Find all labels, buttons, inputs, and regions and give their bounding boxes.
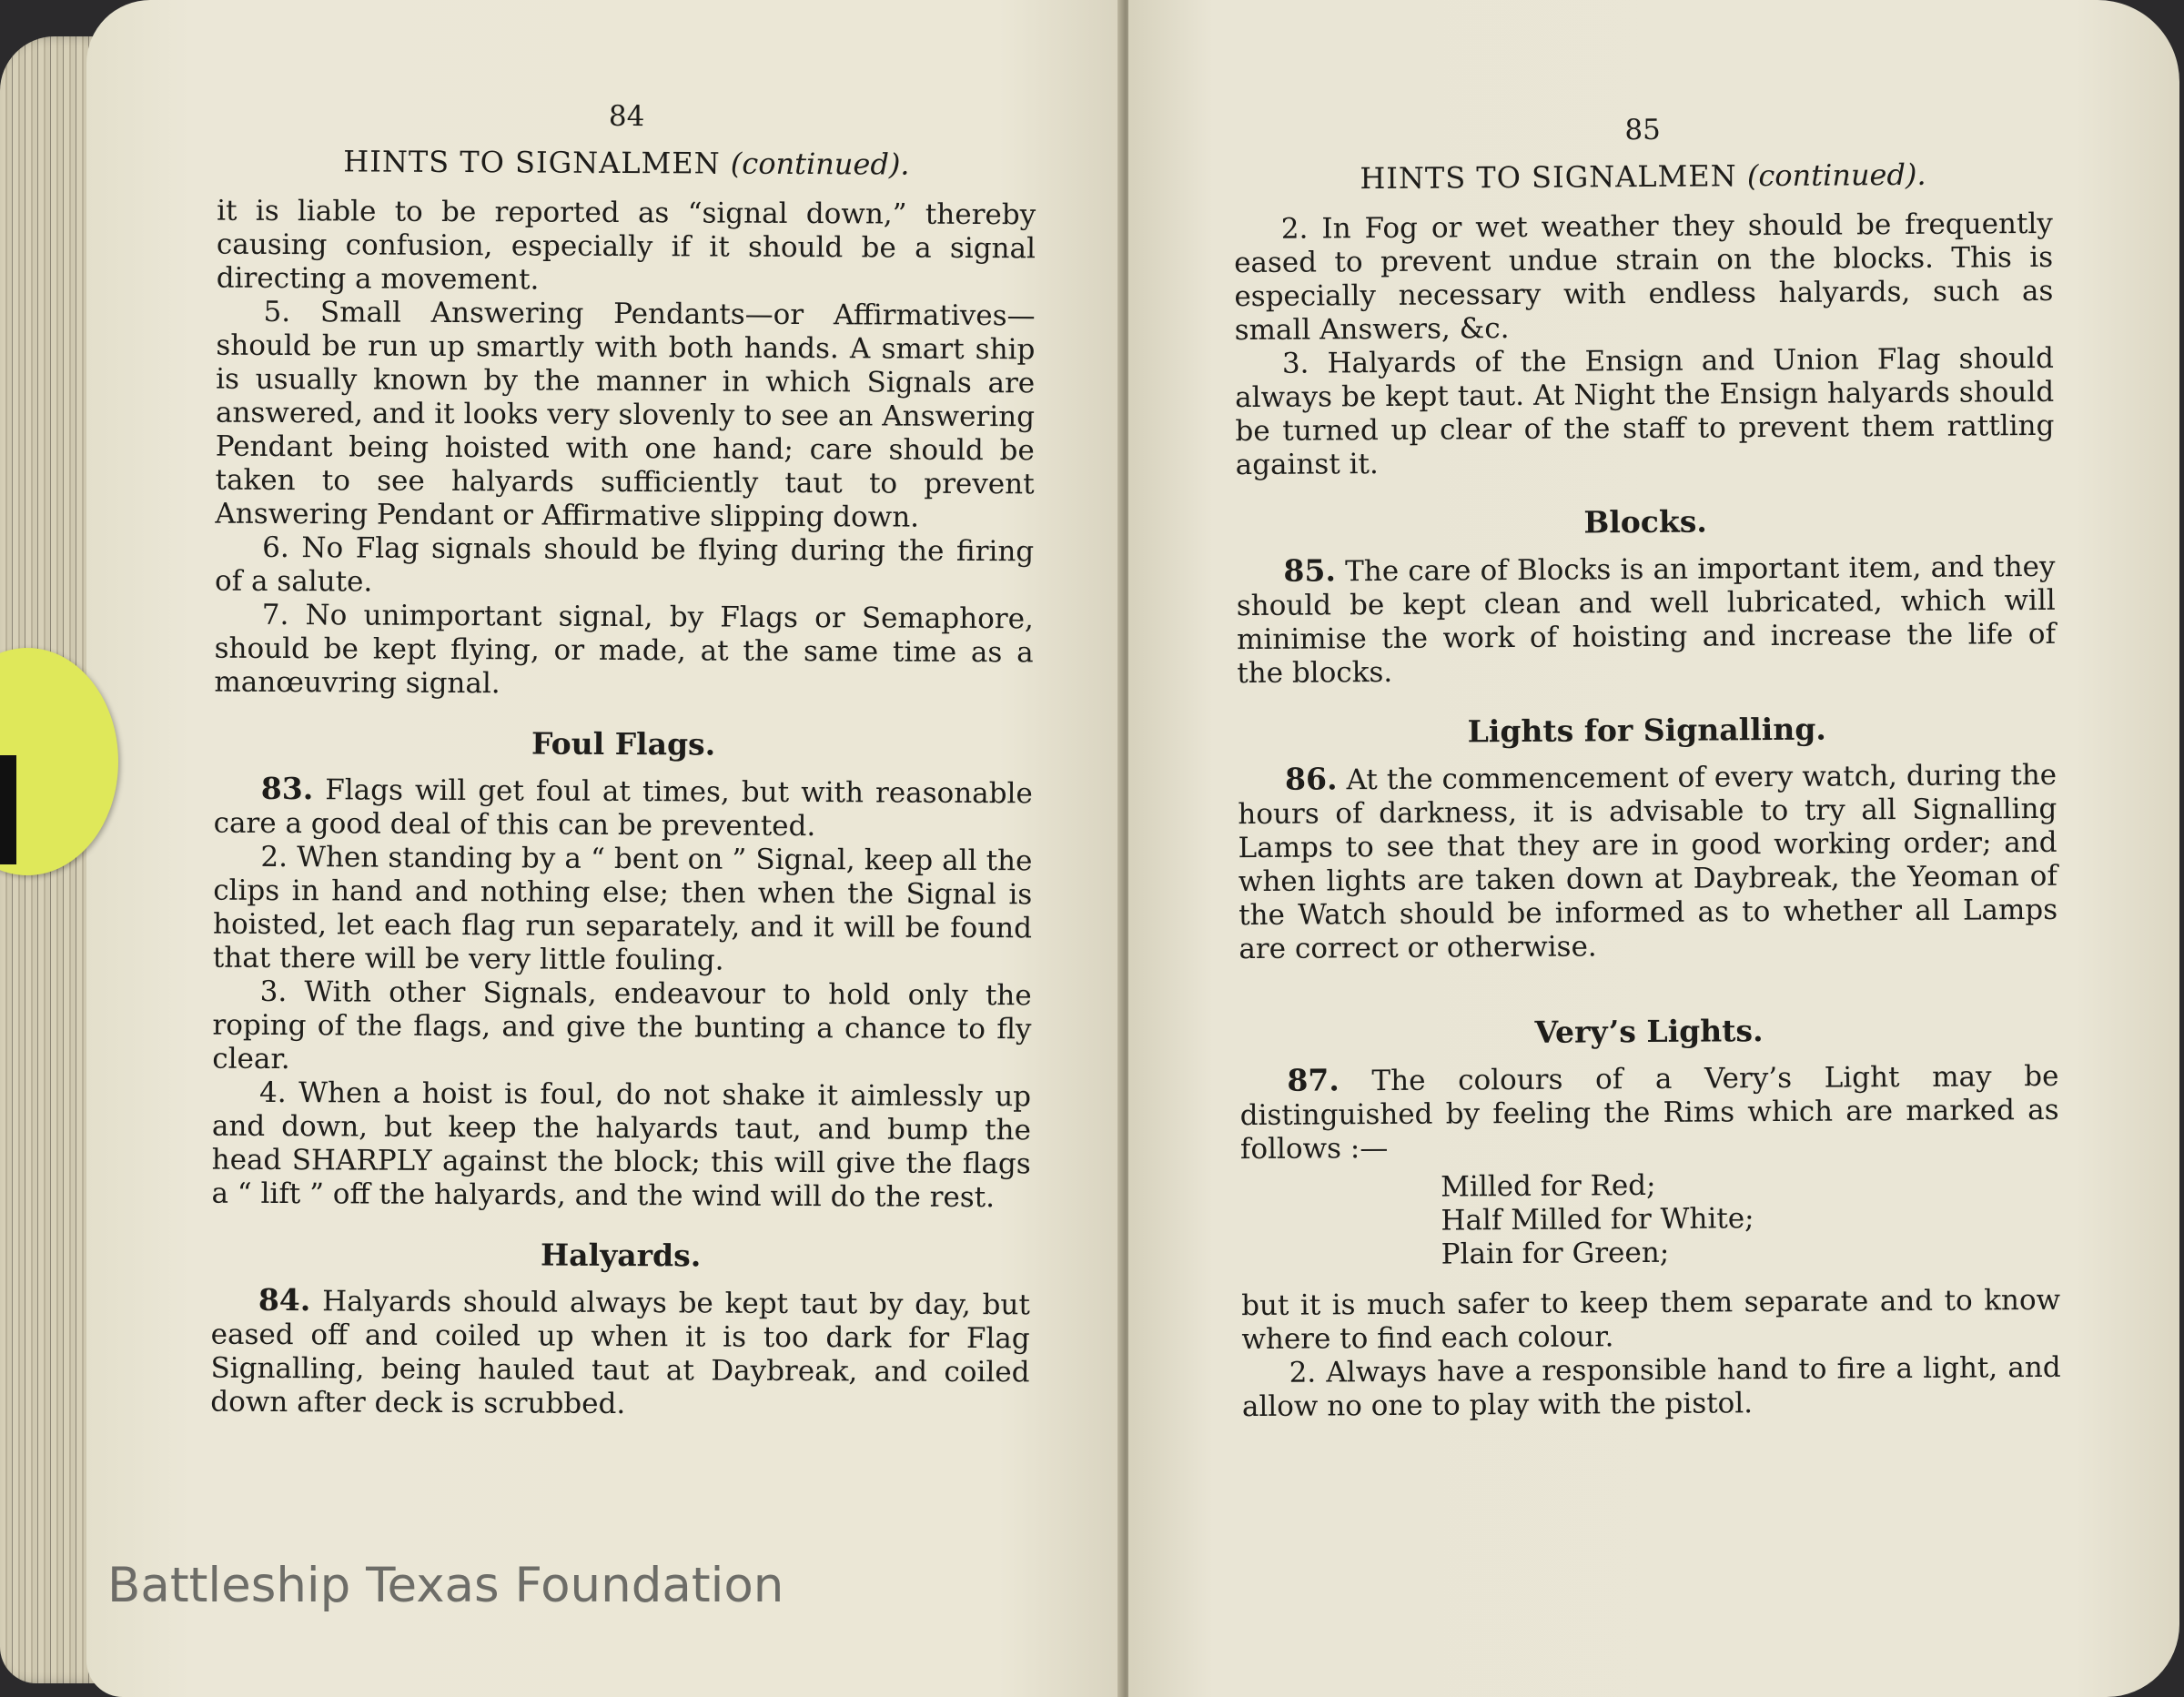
list-item: Milled for Red; (1441, 1168, 1656, 1204)
page-number: 84 (608, 99, 645, 134)
section-heading-verys-lights: Very’s Lights. (1534, 1013, 1764, 1050)
section-number: 87. (1287, 1062, 1340, 1098)
rim-markings-list (1441, 1167, 2060, 1272)
section-heading-halyards: Halyards. (540, 1237, 702, 1274)
paragraph: 3. Halyards of the Ensign and Union Flag should always be kept taut. At Night the Ensign halyards should be turned up clear of the staff to prevent them rattling against it. (1235, 341, 2055, 482)
list-item: Half Milled for White; (1441, 1202, 1754, 1237)
left-page (86, 0, 1124, 1697)
paragraph: 3. With other Signals, endeavour to hold only the roping of the flags, and give the bunting a chance to fly clear. (212, 975, 1032, 1076)
paragraph-86 (1238, 757, 2058, 966)
paragraph-text: Halyards should always be kept taut by day, but eased off and coiled up when it is too dark for Flag Signalling, being hauled taut at Daybreak, and coiled down after deck is scrubbed. (210, 1285, 1030, 1421)
paragraph: but it is much safer to keep them separate and to know where to find each colour. (1240, 1283, 2061, 1357)
paragraph: 6. No Flag signals should be flying during the firing of a salute. (214, 530, 1035, 599)
right-text-column (1233, 111, 2061, 1424)
running-head-title: HINTS TO SIGNALMEN (343, 144, 721, 181)
paragraph-84 (210, 1283, 1030, 1424)
running-head (217, 145, 1036, 183)
section-heading-lights: Lights for Signalling. (1467, 711, 1826, 750)
paragraph-85 (1236, 549, 2056, 691)
paragraph: 5. Small Answering Pendants—or Affirmatives—should be run up smartly with both hands. A smart ship is usually known by the manner in which Signals are answered, and it looks very slovenly to see an Answering Pendant being hoisted with one hand; care should be taken to see halyards sufficiently taut to prevent Answering Pendant or Affirmative slipping down. (215, 295, 1036, 534)
section-heading-foul-flags: Foul Flags. (531, 725, 716, 763)
running-head (1233, 157, 2052, 197)
section-number: 83. (260, 770, 314, 807)
right-page (1128, 0, 2179, 1697)
section-number: 84. (258, 1281, 311, 1318)
paragraph-text: Flags will get foul at times, but with reasonable care a good deal of this can be prevented. (213, 773, 1033, 843)
watermark: Battleship Texas Foundation (107, 1558, 784, 1613)
section-number: 85. (1283, 552, 1337, 589)
paragraph-text: At the commencement of every watch, during the hours of darkness, it is advisable to try all Signalling Lamps to see that they are in good working order; and when lights are taken down at Daybreak, the Yeoman of the Watch should be informed as to whether all Lamps are correct or otherwise. (1238, 758, 2058, 966)
paragraph-83 (214, 772, 1033, 845)
running-head-suffix: (continued). (730, 146, 910, 182)
paragraph: 7. No unimportant signal, by Flags or Semaphore, should be kept flying, or made, at the same time as a manœuvring signal. (214, 598, 1034, 701)
paragraph: 2. Always have a responsible hand to fire a light, and allow no one to play with the pistol. (1241, 1350, 2061, 1424)
paragraph-text: The care of Blocks is an important item, and they should be kept clean and well lubricated, which will minimise the work of hoisting and increase the life of the blocks. (1236, 550, 2057, 691)
bookmark-clip (0, 755, 16, 864)
running-head-title: HINTS TO SIGNALMEN (1360, 158, 1737, 197)
paragraph-87 (1239, 1058, 2059, 1167)
left-text-column (210, 98, 1036, 1424)
page-number: 85 (1624, 113, 1661, 147)
list-item: Plain for Green; (1441, 1236, 1670, 1271)
paragraph-text: The colours of a Very’s Light may be distinguished by feeling the Rims which are marked as follows :— (1239, 1059, 2059, 1167)
paragraph: 2. In Fog or wet weather they should be frequently eased to prevent undue strain on the blocks. This is especially necessary with endless halyards, such as small Answers, &c. (1233, 207, 2054, 348)
paragraph: 2. When standing by a “ bent on ” Signal, keep all the clips in hand and nothing else; then when the Signal is hoisted, let each flag run separately, and it will be found that there will be very little fouling. (212, 840, 1033, 977)
paragraph: 4. When a hoist is foul, do not shake it aimlessly up and down, but keep the halyards taut, and bump the head SHARPLY against the block; this will give the flags a “ lift ” off the halyards, and the wind will do the rest. (211, 1076, 1032, 1215)
paragraph: it is liable to be reported as “signal down,” thereby causing confusion, especially if it should be a signal directing a movement. (216, 194, 1036, 297)
section-heading-blocks: Blocks. (1583, 503, 1707, 540)
section-number: 86. (1284, 761, 1338, 797)
running-head-suffix: (continued). (1746, 157, 1926, 194)
